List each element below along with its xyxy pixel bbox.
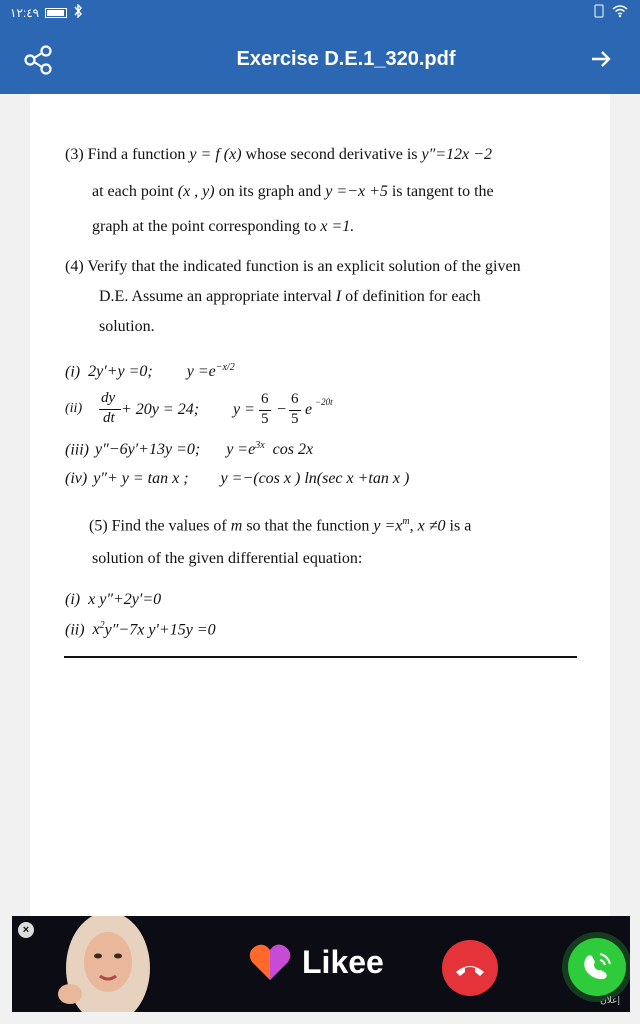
- heart-icon: [248, 942, 292, 982]
- ad-person-image: [38, 916, 178, 1012]
- document-title: Exercise D.E.1_320.pdf: [236, 48, 456, 70]
- divider: [64, 656, 577, 658]
- arrow-right-icon[interactable]: [588, 46, 614, 72]
- close-icon[interactable]: ×: [18, 922, 34, 938]
- q4-item-iii: (iii) y″−6y′+13y =0; $y =e^{3x}$ cos 2x: [65, 440, 314, 459]
- app-bar: [0, 24, 640, 94]
- phone-decline-icon[interactable]: [442, 940, 498, 996]
- ad-label: إعلان: [600, 995, 620, 1005]
- q4-item-iv: (iv) y″+ y = tan x ; y =−(cos x ) ln(sec x +tan x ): [65, 470, 410, 487]
- q3-line-2: at each point (x , y) on its graph and y =−x +5 is tangent to the: [92, 183, 494, 200]
- status-bar: [0, 0, 640, 24]
- sim-icon: [594, 4, 604, 21]
- q5-line-1: (5) Find the values of m so that the function $y =x^m$, x ≠0 is a: [89, 516, 472, 535]
- q3-line-3: graph at the point corresponding to x =1.: [92, 218, 355, 235]
- bluetooth-icon: [73, 4, 83, 21]
- phone-accept-icon[interactable]: [568, 938, 626, 996]
- q4-item-i: (i) 2y′+y =0; $y =e^{-x/2}$: [65, 362, 235, 381]
- q4-line-3: solution.: [99, 318, 155, 335]
- q3-line-1: (3) Find a function y = f (x) whose second derivative is y″=12x −2: [65, 146, 492, 163]
- ad-brand-name: Likee: [302, 943, 384, 980]
- wifi-icon: [612, 4, 628, 21]
- q4-line-2: D.E. Assume an appropriate interval I of definition for each: [99, 288, 481, 305]
- ad-banner[interactable]: [12, 916, 630, 1012]
- pdf-page[interactable]: (3) Find a function y = f (x) whose second derivative is y″=12x −2 at each point (x , y) on its graph and y =−x +5 is tangent to the graph at the point corresponding to x =1. (4) Verify that the indicated function is an explicit solution of the given D.E. Assume an appropriate interval I of definition for each solution. (i) 2y′+y =0; $y =e^{-x/2}$ (ii) dy dt + 20y = 24; y = 6 5 − 6 5 e −20t (iii) y″−6y′+13y =0; $y =e^{3x}$ cos 2x (iv) y″+ y = tan x ; y =−(cos x ) ln(sec x +tan x ) (5) Find the values of m so that the function $y =x^m$, x ≠0 is a solution of the given differential equation: (i) x y″+2y′=0 (ii) $x^2y''-7x$ y′+15y =0: [30, 94, 610, 924]
- q5-item-i: (i) x y″+2y′=0: [65, 591, 162, 608]
- q4-line-1: (4) Verify that the indicated function is an explicit solution of the given: [65, 258, 521, 275]
- q5-line-2: solution of the given differential equation:: [92, 550, 363, 567]
- likee-logo: [248, 942, 384, 982]
- q5-item-ii: (ii) $x^2y''-7x$ y′+15y =0: [65, 620, 216, 639]
- battery-icon: [45, 8, 67, 18]
- clock: ١٢:٤٩: [10, 5, 40, 20]
